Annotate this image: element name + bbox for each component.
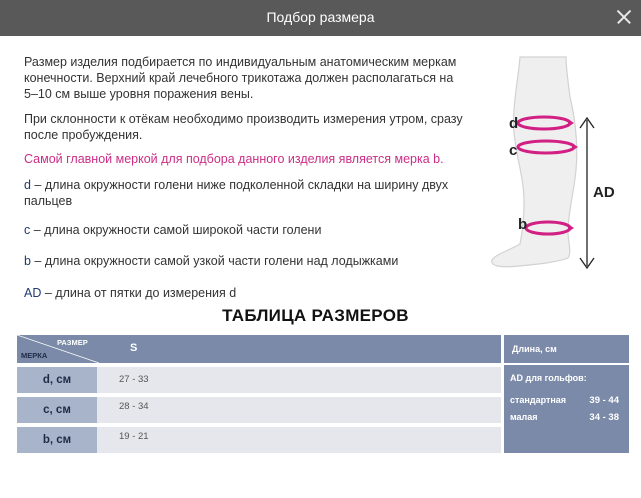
- intro-paragraph-2: При склонности к отёкам необходимо производить измерения утром, сразу после пробуждения.: [24, 112, 463, 142]
- header-measure-label: МЕРКА: [21, 351, 48, 360]
- label-d: d: [509, 115, 519, 132]
- legend-letter-ad: AD: [24, 286, 42, 300]
- length-standard-label: стандартная: [510, 395, 567, 405]
- modal-header: [0, 0, 641, 36]
- leg-silhouette: [492, 57, 577, 267]
- row-label-c: c, см: [17, 397, 97, 423]
- header-size-s: S: [130, 342, 138, 354]
- label-c: c: [509, 142, 518, 159]
- legend-item-b: [24, 253, 464, 269]
- close-icon[interactable]: [613, 6, 635, 28]
- length-panel-subtitle: AD для гольфов:: [510, 373, 587, 383]
- legend-text-c: – длина окружности самой широкой части голени: [30, 223, 322, 237]
- legend-item-ad: [24, 285, 464, 301]
- length-standard-value: 39 - 44: [589, 395, 619, 406]
- row-value-d: 27 - 33: [119, 374, 149, 385]
- legend-letter-d: d: [24, 178, 31, 192]
- length-panel-divider: [504, 363, 629, 365]
- legend-letter-c: c: [24, 223, 31, 237]
- size-table-title-text: ТАБЛИЦА РАЗМЕРОВ: [222, 306, 409, 325]
- row-label-b: b, см: [17, 427, 97, 453]
- header-size-label: РАЗМЕР: [57, 338, 88, 347]
- size-table: [17, 335, 501, 453]
- legend-item-d: [24, 177, 464, 209]
- length-small-value: 34 - 38: [589, 412, 619, 423]
- label-b: b: [518, 216, 528, 233]
- size-table-header: [17, 335, 501, 363]
- intro-paragraph-1: Размер изделия подбирается по индивидуальным анатомическим меркам конечности. Верхний край лечебного трикотажа должен располагаться на 5–10 см выше уровня поражения вены.: [24, 55, 457, 101]
- highlight-note: Самой главной меркой для подбора данного изделия является мерка b.: [24, 152, 444, 166]
- length-panel: [504, 335, 629, 453]
- row-value-c: 28 - 34: [119, 401, 149, 412]
- legend-letter-b: b: [24, 254, 31, 268]
- label-ad: AD: [593, 184, 615, 201]
- length-panel-title: Длина, см: [512, 344, 557, 354]
- row-value-b: 19 - 21: [119, 431, 149, 442]
- length-small-label: малая: [510, 412, 538, 422]
- legend-item-c: [24, 222, 464, 238]
- modal-title: Подбор размера: [266, 9, 375, 25]
- row-label-d: d, см: [17, 367, 97, 393]
- size-table-title: [0, 306, 641, 326]
- ad-arrow-icon: [580, 118, 594, 268]
- legend-text-ad: – длина от пятки до измерения d: [41, 286, 237, 300]
- leg-measurement-illustration: [480, 52, 630, 277]
- legend-text-b: – длина окружности самой узкой части голени над лодыжками: [30, 254, 399, 268]
- legend-text-d: – длина окружности голени ниже подколенной складки на ширину двух пальцев: [24, 178, 449, 208]
